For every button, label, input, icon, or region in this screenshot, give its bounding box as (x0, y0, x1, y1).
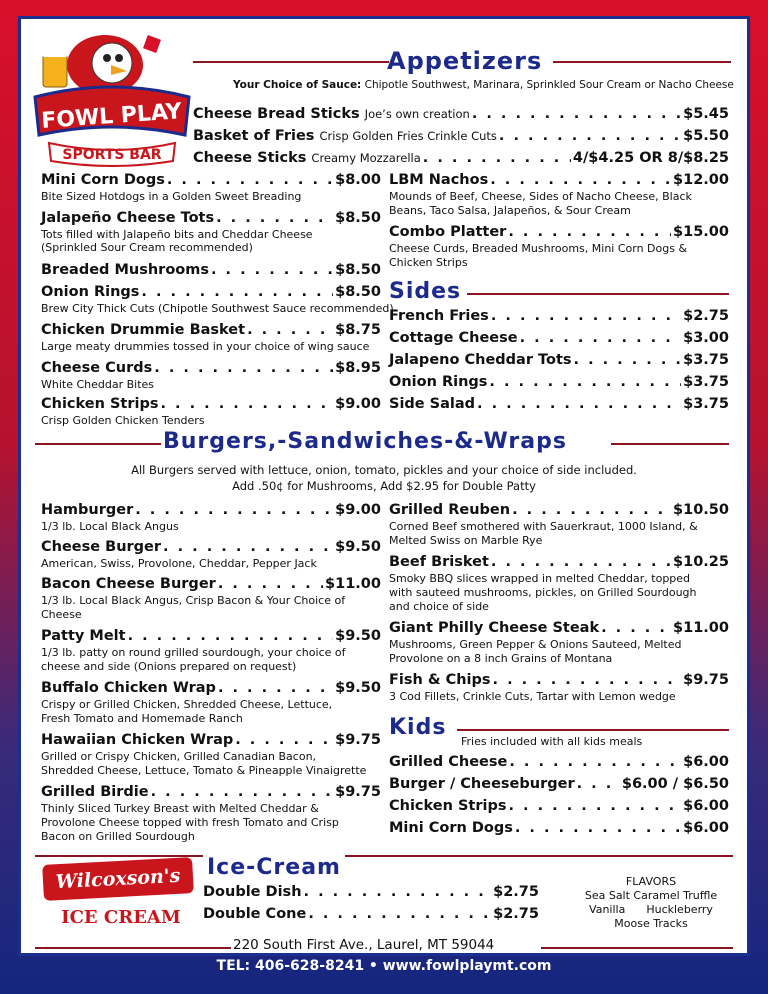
item-price: $8.50 (335, 210, 381, 226)
divider (611, 443, 729, 445)
item-price: $15.00 (673, 224, 729, 240)
address: 220 South First Ave., Laurel, MT 59044 (233, 937, 495, 953)
item-desc: Chicken Strips (389, 256, 468, 269)
menu-item (389, 753, 729, 771)
item-desc: 1/3 lb. patty on round grilled sourdough, your choice of (41, 646, 346, 659)
fowl-play-logo (27, 25, 197, 175)
menu-item (41, 538, 381, 556)
menu-item (203, 883, 539, 901)
item-name: Basket of Fries (193, 128, 315, 144)
menu-item (41, 731, 381, 749)
item-name: Onion Rings (389, 374, 488, 390)
burgers-title: Burgers,-Sandwiches-&-Wraps (163, 429, 567, 454)
menu-item (41, 627, 381, 645)
item-price: $3.75 (683, 352, 729, 368)
flavor: Sea Salt Caramel Truffle (584, 889, 718, 902)
wilcoxsons-logo: Wilcoxson's (42, 857, 194, 901)
flavors-title: FLAVORS (625, 875, 677, 888)
item-name: Cheese Sticks (193, 150, 307, 166)
item-price: $12.00 (673, 172, 729, 188)
item-desc: Beans, Taco Salsa, Jalapeños, & Sour Cream (389, 204, 631, 217)
divider (35, 855, 733, 857)
item-desc: Fresh Tomato and Homemade Ranch (41, 712, 243, 725)
item-name: Patty Melt (41, 628, 126, 644)
menu-item (41, 575, 381, 593)
item-price: $10.25 (673, 554, 729, 570)
item-name: Chicken Strips (389, 798, 507, 814)
item-name: Mini Corn Dogs (389, 820, 513, 836)
logo-sub-text: SPORTS BAR (62, 147, 162, 163)
item-desc: 1/3 lb. Local Black Angus (41, 520, 179, 533)
item-name: Buffalo Chicken Wrap (41, 680, 216, 696)
item-name: Cheese Curds (41, 360, 153, 376)
item-price: $9.50 (335, 680, 381, 696)
divider (193, 61, 389, 63)
menu-item (389, 395, 729, 413)
item-desc: American, Swiss, Provolone, Cheddar, Pepper Jack (41, 557, 317, 570)
divider (457, 729, 729, 731)
item-name: Breaded Mushrooms (41, 262, 209, 278)
item-price: $6.00 (683, 798, 729, 814)
item-name: Grilled Birdie (41, 784, 149, 800)
item-desc: Smoky BBQ slices wrapped in melted Cheddar, topped (389, 572, 691, 585)
item-price: $8.50 (335, 284, 381, 300)
menu-item (389, 223, 729, 241)
contact-line: TEL: 406-628-8241 • www.fowlplaymt.com (216, 958, 552, 974)
item-price: $9.75 (335, 784, 381, 800)
item-desc: Crisp Golden Fries Crinkle Cuts (319, 129, 497, 143)
item-name: Fish & Chips (389, 672, 491, 688)
menu-item (389, 553, 729, 571)
item-desc: Corned Beef smothered with Sauerkraut, 1000 Island, & (389, 520, 698, 533)
menu-item (41, 171, 381, 189)
item-desc: (Sprinkled Sour Cream recommended) (41, 241, 253, 254)
item-desc: Thinly Sliced Turkey Breast with Melted Cheddar & (41, 802, 319, 815)
item-desc: Joe’s own creation (364, 107, 470, 121)
item-name: Cheese Burger (41, 539, 162, 555)
item-price: $9.75 (335, 732, 381, 748)
sauce-note (233, 79, 734, 91)
menu-item (41, 359, 381, 377)
item-name: Onion Rings (41, 284, 140, 300)
item-name: Cheese Bread Sticks (193, 106, 360, 122)
item-name: Beef Brisket (389, 554, 489, 570)
item-name: Combo Platter (389, 224, 507, 240)
sides-title: Sides (389, 279, 462, 304)
item-name: LBM Nachos (389, 172, 489, 188)
menu-item (41, 501, 381, 519)
item-desc: Tots filled with Jalapeño bits and Cheddar Cheese (41, 228, 313, 241)
flavor: Vanilla (589, 903, 626, 916)
item-desc: Mushrooms, Green Pepper & Onions Sauteed, Melted (389, 638, 682, 651)
appetizers-title: Appetizers (387, 47, 543, 75)
divider (35, 443, 161, 445)
item-price: $2.75 (493, 906, 539, 922)
item-desc: Mounds of Beef, Cheese, Sides of Nacho Cheese, Black (389, 190, 692, 203)
item-desc: Creamy Mozzarella (311, 151, 421, 165)
item-desc: Provolone Cheese topped with fresh Tomato and Crisp (41, 816, 339, 829)
menu-item (389, 819, 729, 837)
menu-item (389, 619, 729, 637)
item-name: Jalapeño Cheese Tots (41, 210, 215, 226)
item-desc: cheese and side (Onions prepared on request) (41, 660, 297, 673)
menu-item (389, 171, 729, 189)
item-name: Double Dish (203, 884, 302, 900)
item-desc: Cheese (41, 608, 82, 621)
item-name: Grilled Reuben (389, 502, 511, 518)
divider (553, 61, 731, 63)
item-desc: Crispy or Grilled Chicken, Shredded Cheese, Lettuce, (41, 698, 333, 711)
item-price: $11.00 (673, 620, 729, 636)
menu-item (41, 261, 381, 279)
item-name: Jalapeno Cheddar Tots (389, 352, 572, 368)
item-price: $8.50 (335, 262, 381, 278)
item-price: $2.75 (493, 884, 539, 900)
menu-item (41, 679, 381, 697)
item-desc: White Cheddar Bites (41, 378, 155, 391)
item-price: $9.50 (335, 628, 381, 644)
item-desc: Crisp Golden Chicken Tenders (41, 414, 205, 427)
burgers-note: All Burgers served with lettuce, onion, tomato, pickles and your choice of side included. (131, 463, 637, 477)
sauce-label: Your Choice of Sauce: (233, 79, 362, 91)
item-desc: Melted Swiss on Marble Rye (389, 534, 543, 547)
item-name: Side Salad (389, 396, 476, 412)
item-price: $5.45 (683, 106, 729, 122)
menu-panel (18, 16, 750, 956)
item-desc: Bite Sized Hotdogs in a Golden Sweet Breading (41, 190, 302, 203)
divider (467, 293, 729, 295)
flavors-box (581, 875, 721, 931)
item-price: $5.50 (683, 128, 729, 144)
menu-item (389, 351, 729, 369)
item-name: Hawaiian Chicken Wrap (41, 732, 234, 748)
item-price: $11.00 (325, 576, 381, 592)
menu-item (389, 329, 729, 347)
item-name: French Fries (389, 308, 489, 324)
item-desc: Brew City Thick Cuts (Chipotle Southwest Sauce recommended) (41, 302, 394, 315)
item-name: Hamburger (41, 502, 134, 518)
kids-note: Fries included with all kids meals (461, 735, 643, 748)
item-price: $8.95 (335, 360, 381, 376)
menu-item (203, 905, 539, 923)
flavor: Moose Tracks (614, 917, 688, 930)
kids-title: Kids (389, 715, 447, 740)
item-desc: Cheese Curds, Breaded Mushrooms, Mini Corn Dogs & (389, 242, 688, 255)
menu-item (41, 209, 381, 227)
menu-item (193, 105, 729, 123)
item-desc: Provolone on a 8 inch Grains of Montana (389, 652, 613, 665)
item-price: $10.50 (673, 502, 729, 518)
menu-item (389, 671, 729, 689)
item-desc: Grilled or Crispy Chicken, Grilled Canadian Bacon, (41, 750, 317, 763)
item-price: $6.00 (683, 754, 729, 770)
flavor: Huckleberry (646, 903, 713, 916)
menu-item (389, 501, 729, 519)
sauce-text: Chipotle Southwest, Marinara, Sprinkled Sour Cream or Nacho Cheese (364, 79, 734, 91)
item-name: Chicken Strips (41, 396, 159, 412)
item-price: $8.75 (335, 322, 381, 338)
item-desc: Large meaty drummies tossed in your choice of wing sauce (41, 340, 370, 353)
item-desc: and choice of side (389, 600, 489, 613)
item-desc: 1/3 lb. Local Black Angus, Crisp Bacon & Your Choice of (41, 594, 346, 607)
menu-item (41, 321, 381, 339)
item-price: $9.50 (335, 539, 381, 555)
item-price: $3.00 (683, 330, 729, 346)
flavor-row (581, 903, 721, 917)
menu-item (389, 775, 729, 793)
item-price: $6.00 / $6.50 (621, 776, 729, 792)
burgers-note: Add .50¢ for Mushrooms, Add $2.95 for Double Patty (232, 479, 536, 493)
divider (541, 947, 733, 949)
menu-item (41, 783, 381, 801)
item-price: $2.75 (683, 308, 729, 324)
item-price: $9.75 (683, 672, 729, 688)
icecream-title: Ice-Cream (203, 855, 345, 880)
item-desc: Bacon on Grilled Sourdough (41, 830, 195, 843)
item-price: $3.75 (683, 374, 729, 390)
item-price: $9.00 (335, 396, 381, 412)
item-name: Grilled Cheese (389, 754, 508, 770)
item-name: Double Cone (203, 906, 307, 922)
item-price: $9.00 (335, 502, 381, 518)
item-price: $6.00 (683, 820, 729, 836)
item-desc: 3 Cod Fillets, Crinkle Cuts, Tartar with Lemon wedge (389, 690, 676, 703)
item-name: Bacon Cheese Burger (41, 576, 216, 592)
menu-item (389, 797, 729, 815)
divider (35, 947, 231, 949)
item-price: 4/$4.25 OR 8/$8.25 (572, 150, 729, 166)
menu-item (389, 307, 729, 325)
item-desc: with sauteed mushrooms, pickles, on Grilled Sourdough (389, 586, 697, 599)
item-name: Chicken Drummie Basket (41, 322, 246, 338)
wilcoxsons-sub: ICE CREAM (61, 907, 181, 928)
item-price: $3.75 (683, 396, 729, 412)
menu-item (389, 373, 729, 391)
item-name: Giant Philly Cheese Steak (389, 620, 600, 636)
item-name: Cottage Cheese (389, 330, 518, 346)
menu-item (41, 283, 381, 301)
item-name: Burger / Cheeseburger (389, 776, 575, 792)
logo-name-text: FOWL PLAY (40, 99, 183, 134)
item-desc: Shredded Cheese, Lettuce, Tomato & Pineapple Vinaigrette (41, 764, 367, 777)
menu-item (193, 149, 729, 167)
menu-item (193, 127, 729, 145)
item-price: $8.00 (335, 172, 381, 188)
menu-item (41, 395, 381, 413)
item-name: Mini Corn Dogs (41, 172, 165, 188)
